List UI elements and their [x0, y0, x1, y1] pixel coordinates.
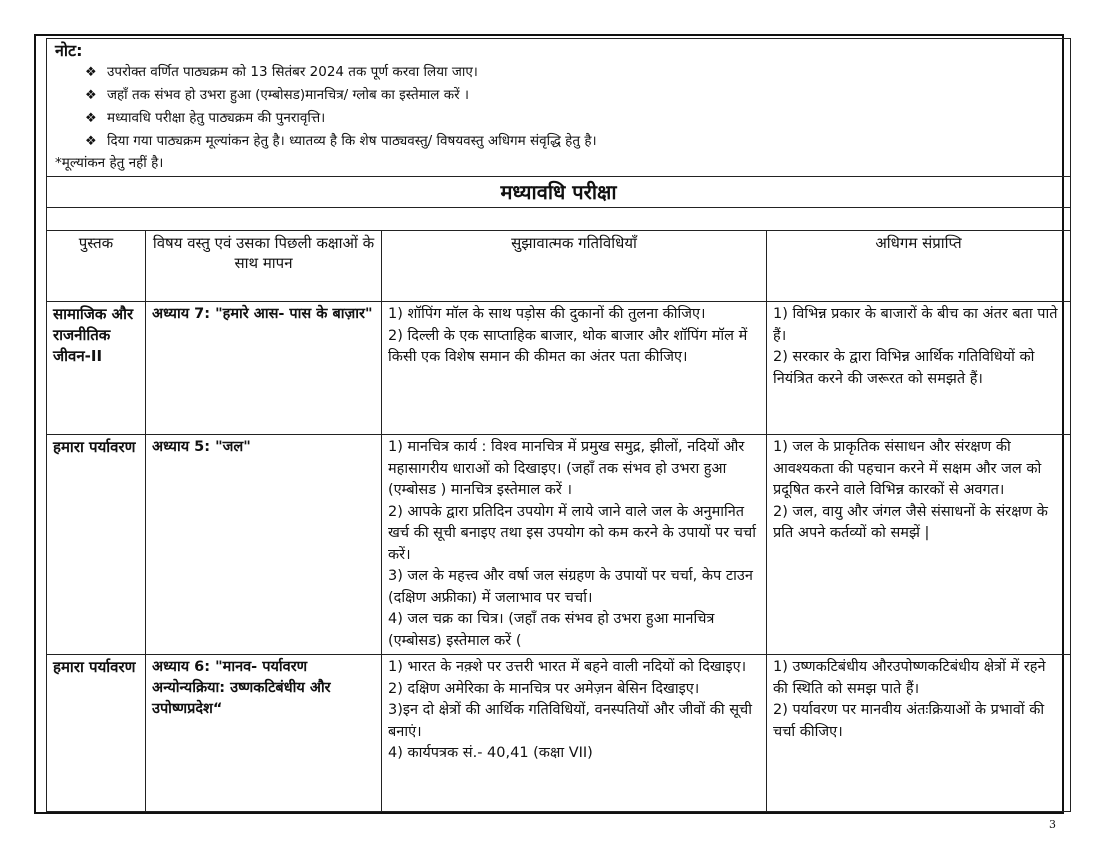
activities-cell [382, 435, 767, 655]
chapter-name: अध्याय 5: "जल" [152, 439, 251, 455]
outcome-item: 2) पर्यावरण पर मानवीय अंतःक्रियाओं के प्रभावों की चर्चा कीजिए। [773, 702, 1045, 740]
note-row [47, 39, 1071, 177]
note-footnote: *मूल्यांकन हेतु नहीं है। [55, 155, 164, 171]
note-item [85, 130, 1062, 153]
chapter-cell [146, 435, 382, 655]
chapter-name: अध्याय 7: "हमारे आस- पास के बाज़ार" [152, 306, 373, 322]
chapter-name: अध्याय 6: "मानव- पर्यावरण अन्योन्यक्रिया: उष्णकटिबंधीय और उपोष्णप्रदेश“ [152, 659, 331, 717]
note-item-text: दिया गया पाठ्यक्रम मूल्यांकन हेतु है। ध्यातव्य है कि शेष पाठ्यवस्तु/ विषयवस्तु अधिगम संवृद्धि हेतु है। [107, 133, 597, 149]
activity-item: 2) आपके द्वारा प्रतिदिन उपयोग में लाये जाने वाले जल के अनुमानित खर्च की सूची बनाइए तथा इस उपयोग को कम करने के उपायों पर चर्चा करें। [388, 503, 756, 563]
outcomes-cell [767, 655, 1071, 812]
activity-item: 3)इन दो क्षेत्रों की आर्थिक गतिविधियों, वनस्पतियों और जीवों की सूची बनाएं। [388, 702, 752, 740]
header-outcomes: अधिगम संप्राप्ति [767, 231, 1071, 302]
activity-item: 1) शॉपिंग मॉल के साथ पड़ोस की दुकानों की तुलना कीजिए। [388, 306, 706, 322]
activity-item: 1) भारत के नक़्शे पर उत्तरी भारत में बहने वाली नदियों को दिखाइए। [388, 659, 747, 675]
outcome-item: 1) विभिन्न प्रकार के बाजारों के बीच का अंतर बता पाते हैं। [773, 306, 1058, 344]
activity-item: 2) दक्षिण अमेरिका के मानचित्र पर अमेज़न बेसिन दिखाइए। [388, 680, 700, 697]
outcomes-cell [767, 435, 1071, 655]
chapter-cell [146, 302, 382, 435]
spacer-row [47, 208, 1071, 231]
diamond-bullet-icon: ❖ [85, 65, 97, 80]
note-list [55, 61, 1062, 153]
page-number: 3 [1049, 818, 1056, 831]
book-cell [47, 302, 146, 435]
outcome-item: 2) सरकार के द्वारा विभिन्न आर्थिक गतिविधियों को नियंत्रित करने की जरूरत को समझते हैं। [773, 349, 1035, 387]
note-item [85, 61, 1062, 84]
note-item [85, 84, 1062, 107]
chapter-cell [146, 655, 382, 812]
activity-item: 3) जल के महत्त्व और वर्षा जल संग्रहण के उपायों पर चर्चा, केप टाउन (दक्षिण अफ्रीका) में जलाभाव पर चर्चा। [388, 568, 753, 606]
note-item [85, 107, 1062, 130]
note-box [47, 39, 1071, 177]
table-row [47, 302, 1071, 435]
document-body [46, 38, 1070, 812]
book-name: हमारा पर्यावरण [53, 658, 136, 676]
activity-item: 4) कार्यपत्रक सं.- 40,41 (कक्षा VII) [388, 745, 593, 761]
note-item-text: मध्यावधि परीक्षा हेतु पाठ्यक्रम की पुनरावृत्ति। [107, 110, 326, 126]
note-item-text: जहाँ तक संभव हो उभरा हुआ (एम्बोसड)मानचित्र/ ग्लोब का इस्तेमाल करें । [107, 87, 469, 103]
activity-item: 4) जल चक्र का चित्र। (जहाँ तक संभव हो उभरा हुआ मानचित्र (एम्बोसड) इस्तेमाल करें ( [388, 611, 715, 649]
outcome-item: 2) जल, वायु और जंगल जैसे संसाधनों के संरक्षण के प्रति अपने कर्तव्यों को समझें | [773, 503, 1048, 541]
outcome-item: 1) जल के प्राकृतिक संसाधन और संरक्षण की आवश्यकता की पहचान करने में सक्षम और जल को प्रदूषित करने वाले विभिन्न कारकों से अवगत। [773, 439, 1042, 498]
diamond-bullet-icon: ❖ [85, 134, 97, 149]
header-book: पुस्तक [47, 231, 146, 302]
book-name: सामाजिक और राजनीतिक जीवन-II [53, 305, 134, 365]
note-item-text: उपरोक्त वर्णित पाठ्यक्रम को 13 सितंबर 2024 तक पूर्ण करवा लिया जाए। [107, 64, 478, 80]
activity-item: 1) मानचित्र कार्य : विश्व मानचित्र में प्रमुख समुद्र, झीलों, नदियों और महासागरीय धाराओं को दिखाइए। (जहाँ तक संभव हो उभरा हुआ (एम्बोसड ) मानचित्र इस्तेमाल करें । [388, 439, 745, 498]
note-title: नोट: [55, 41, 83, 60]
outcome-item: 1) उष्णकटिबंधीय औरउपोष्णकटिबंधीय क्षेत्रों में रहने की स्थिति को समझ पाते हैं। [773, 659, 1046, 697]
table-row [47, 435, 1071, 655]
outcomes-cell [767, 302, 1071, 435]
activities-cell [382, 302, 767, 435]
syllabus-table [46, 38, 1071, 812]
diamond-bullet-icon: ❖ [85, 111, 97, 126]
activity-item: 2) दिल्ली के एक साप्ताहिक बाजार, थोक बाजार और शॉपिंग मॉल में किसी एक विशेष समान की कीमत का अंतर पता कीजिए। [388, 327, 748, 365]
book-cell [47, 435, 146, 655]
header-activities: सुझावात्मक गतिविधियाँ [382, 231, 767, 302]
table-row [47, 655, 1071, 812]
book-cell [47, 655, 146, 812]
diamond-bullet-icon: ❖ [85, 88, 97, 103]
spacer-cell [47, 208, 1071, 231]
section-title-row [47, 177, 1071, 208]
section-title: मध्यावधि परीक्षा [47, 177, 1071, 208]
activities-cell [382, 655, 767, 812]
header-content: विषय वस्तु एवं उसका पिछली कक्षाओं के साथ मापन [146, 231, 382, 302]
book-name: हमारा पर्यावरण [53, 438, 136, 456]
table-header-row [47, 231, 1071, 302]
